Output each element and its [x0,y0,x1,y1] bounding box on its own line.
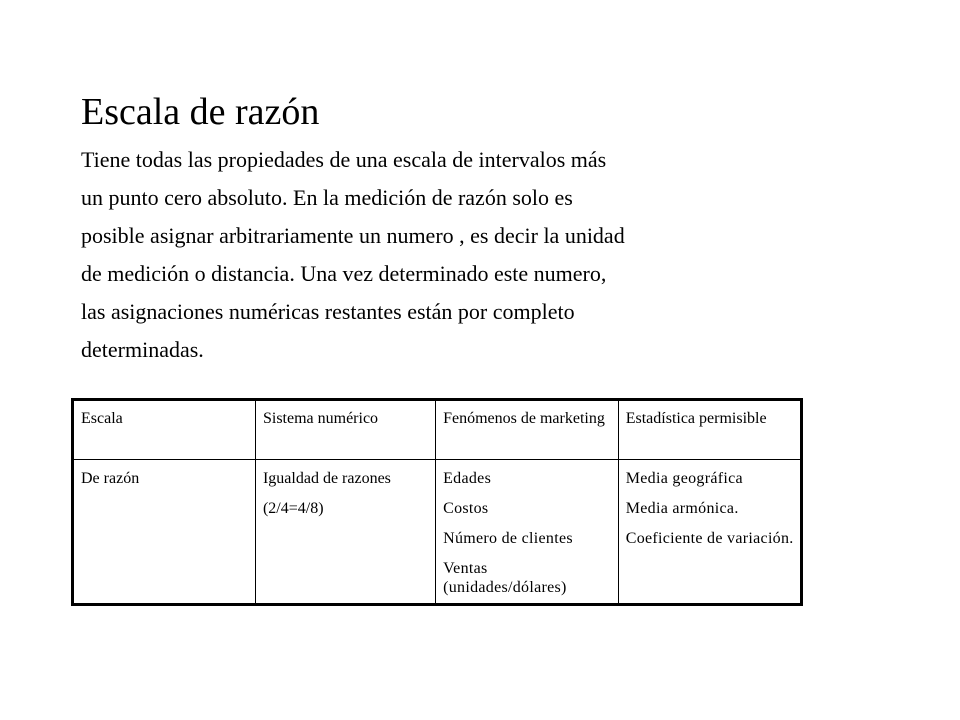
cell-estadistica [618,460,801,605]
cell-text: Coeficiente de variación. [625,530,794,547]
paragraph-line: las asignaciones numéricas restantes están por completo [81,299,575,324]
cell-sistema [255,460,435,605]
cell-escala [73,460,256,605]
cell-text: Número de clientes [443,530,573,547]
table-row [73,460,802,605]
header-cell-sistema: Sistema numérico [255,400,435,460]
paragraph-line: de medición o distancia. Una vez determinado este numero, [81,261,607,286]
cell-fenomenos [436,460,619,605]
header-cell-estadistica: Estadística permisible [618,400,801,460]
cell-text: Ventas (unidades/dólares) [443,560,567,596]
ratio-scale-table [71,398,803,606]
cell-text: Costos [443,500,489,517]
slide-paragraph [81,141,781,369]
cell-text: Edades [443,470,492,487]
slide-title: Escala de razón [81,91,320,133]
cell-text: (2/4=4/8) [262,500,324,517]
header-cell-escala: Escala [73,400,256,460]
paragraph-line: posible asignar arbitrariamente un numero , es decir la unidad [81,223,625,248]
paragraph-line: un punto cero absoluto. En la medición de razón solo es [81,185,573,210]
cell-text: Media geográfica [625,470,743,487]
header-cell-fenomenos: Fenómenos de marketing [436,400,619,460]
table-header-row [73,400,802,460]
paragraph-line: Tiene todas las propiedades de una escala de intervalos más [81,147,607,172]
cell-text: Igualdad de razones [262,470,391,487]
cell-text: Media armónica. [625,500,739,517]
paragraph-line: determinadas. [81,337,204,362]
cell-text: De razón [81,470,140,487]
